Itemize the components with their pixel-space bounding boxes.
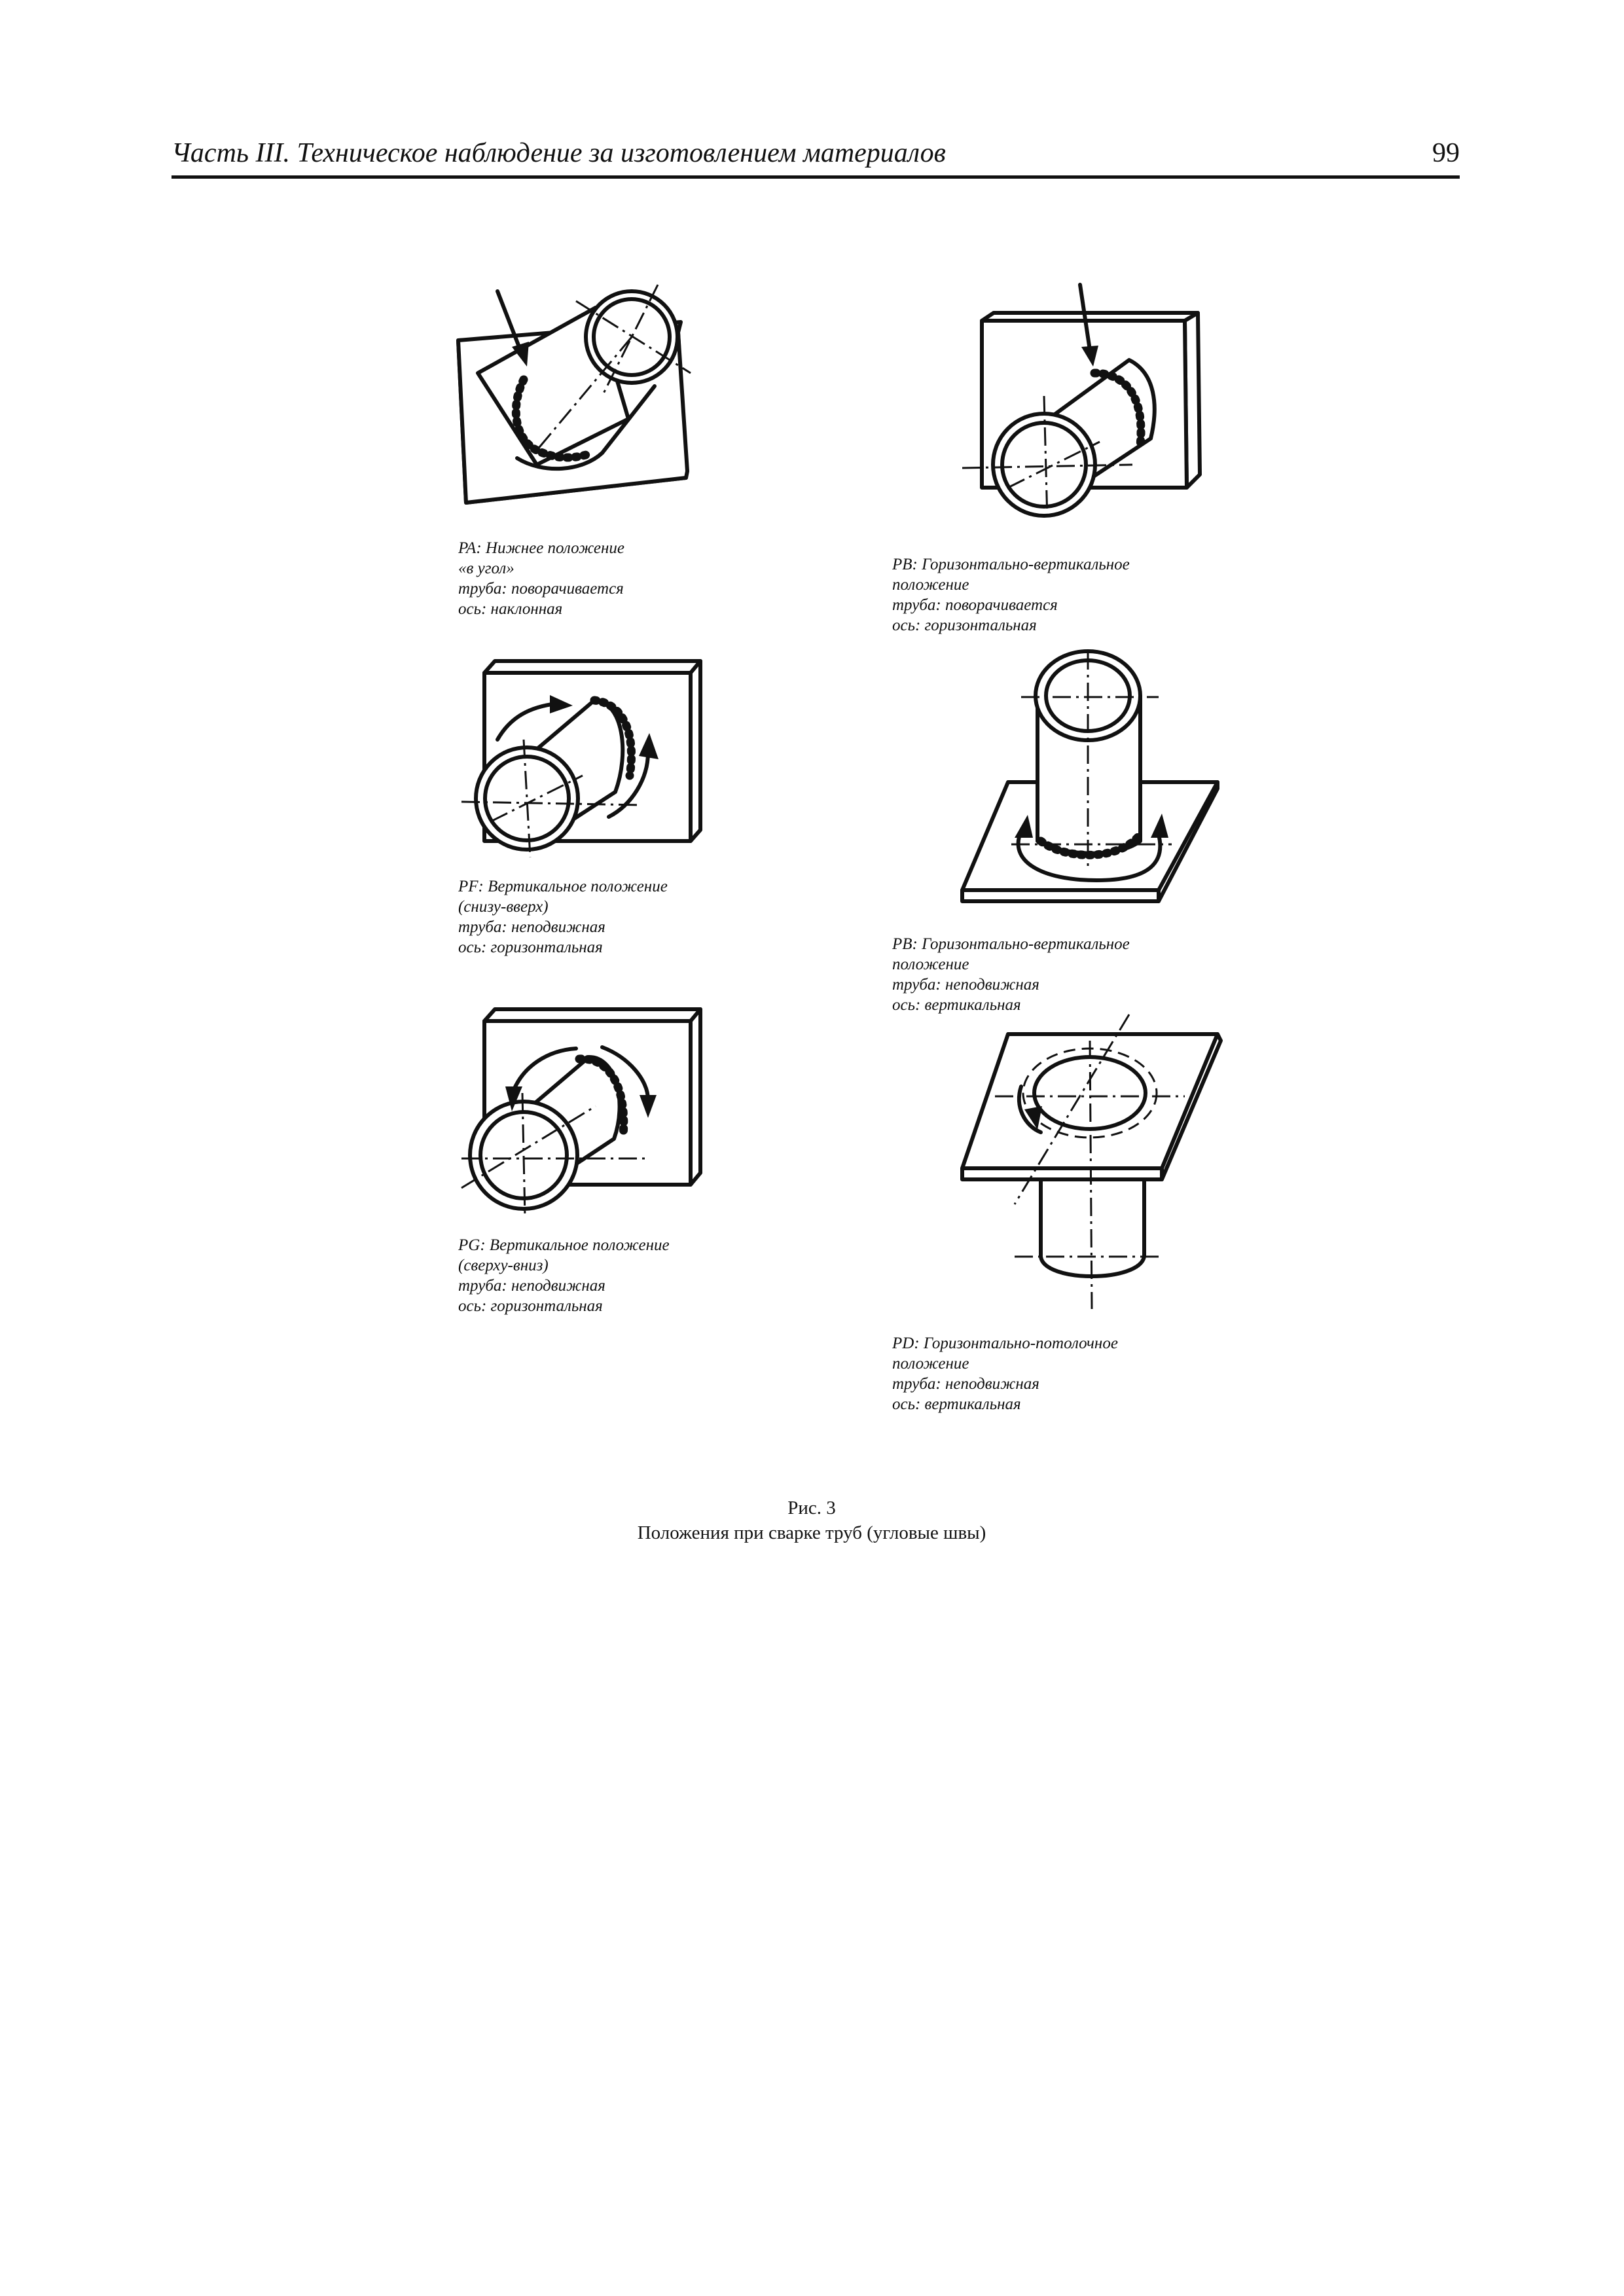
pf-caption <box>458 876 668 958</box>
figure-title: Положения при сварке труб (угловые швы) <box>637 1522 986 1543</box>
pa-caption <box>458 538 624 619</box>
pd-caption-line: труба: неподвижная <box>892 1375 1039 1393</box>
pd-caption-line: PD: Горизонтально-потолочное <box>892 1335 1118 1352</box>
page-number: 99 <box>1432 138 1460 168</box>
pf-pipe-diagram <box>452 655 720 864</box>
pg-pipe-diagram <box>452 1001 720 1230</box>
pb-fixed-pipe-diagram <box>943 645 1231 920</box>
pa-caption-line: ось: наклонная <box>458 600 563 618</box>
pd-caption-line: ось: вертикальная <box>892 1395 1021 1413</box>
pf-caption-line: труба: неподвижная <box>458 918 605 936</box>
pb-fixed-caption-line: положение <box>892 956 969 973</box>
pd-pipe-diagram <box>943 1001 1231 1322</box>
pb-rotating-caption-line: положение <box>892 576 969 594</box>
pg-caption-line: труба: неподвижная <box>458 1277 605 1295</box>
pb-fixed-caption <box>892 934 1130 1015</box>
pb-rotating-caption <box>892 554 1130 636</box>
pf-caption-line: ось: горизонтальная <box>458 939 603 956</box>
pa-caption-line: PA: Нижнее положение <box>458 539 625 557</box>
figure-number: Рис. 3 <box>787 1498 836 1518</box>
pa-pipe-diagram <box>432 275 707 517</box>
pg-caption-line: ось: горизонтальная <box>458 1297 603 1315</box>
pg-caption <box>458 1235 670 1316</box>
figure-caption <box>484 1496 1139 1545</box>
pd-caption-line: положение <box>892 1355 969 1372</box>
pd-caption <box>892 1333 1118 1414</box>
pb-rotating-pipe-diagram <box>943 275 1224 524</box>
pg-caption-line: (сверху-вниз) <box>458 1257 549 1274</box>
pb-rotating-caption-line: ось: горизонтальная <box>892 617 1037 634</box>
pb-fixed-caption-line: PB: Горизонтально-вертикальное <box>892 935 1130 953</box>
pb-rotating-caption-line: труба: поворачивается <box>892 596 1058 614</box>
header-rule <box>171 175 1460 179</box>
pf-caption-line: (снизу-вверх) <box>458 898 549 916</box>
pg-caption-line: PG: Вертикальное положение <box>458 1236 670 1254</box>
pb-rotating-caption-line: PB: Горизонтально-вертикальное <box>892 556 1130 573</box>
pf-caption-line: PF: Вертикальное положение <box>458 878 668 895</box>
plate-side <box>962 890 1159 901</box>
pb-fixed-caption-line: ось: вертикальная <box>892 996 1021 1014</box>
pa-caption-line: труба: поворачивается <box>458 580 624 598</box>
pa-caption-line: «в угол» <box>458 560 514 577</box>
header-title: Часть III. Техническое наблюдение за изготовлением материалов <box>171 138 946 168</box>
pb-fixed-caption-line: труба: неподвижная <box>892 976 1039 994</box>
